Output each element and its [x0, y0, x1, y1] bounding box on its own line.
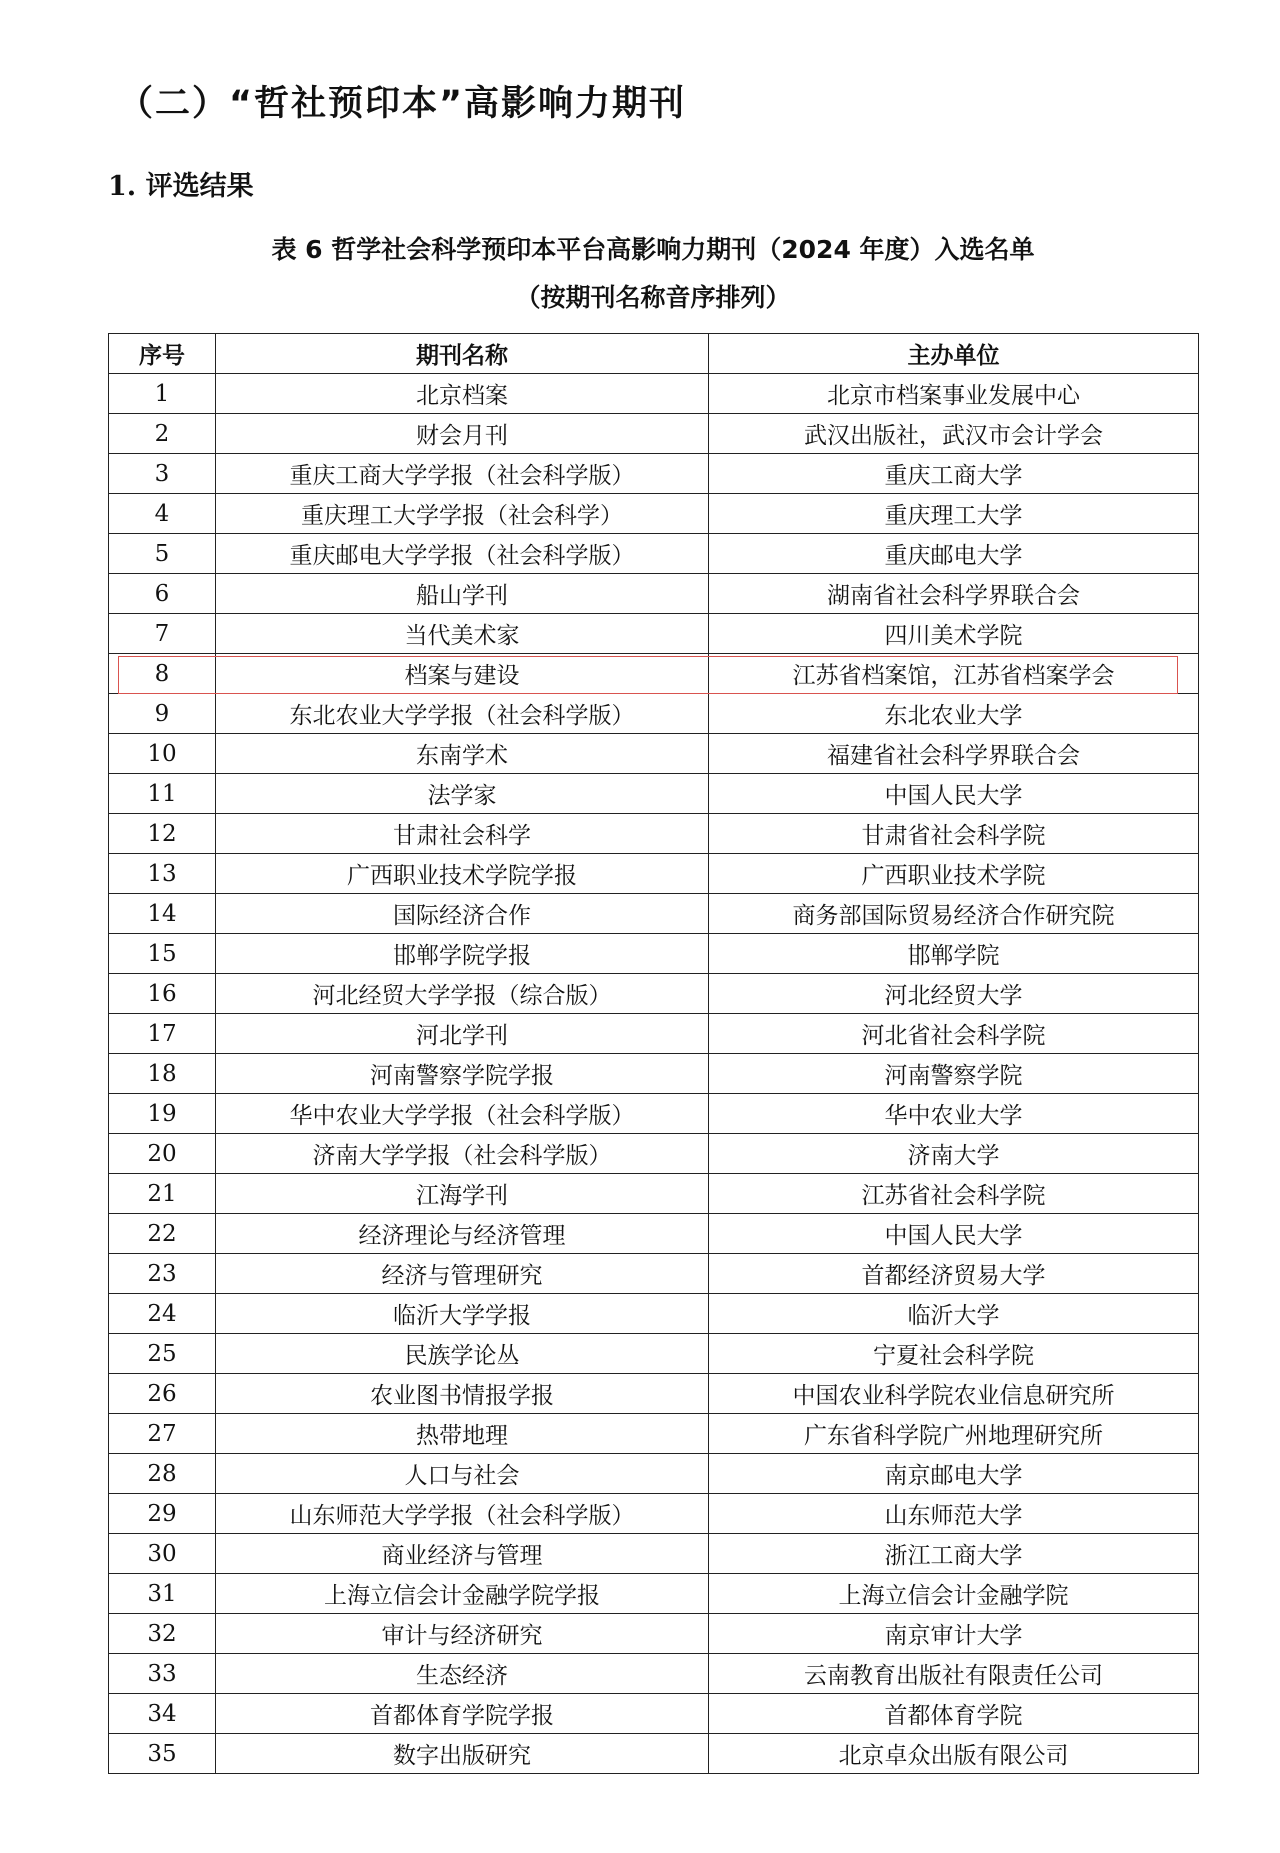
table-row: [109, 1134, 1199, 1174]
sponsor: 首都经济贸易大学: [709, 1254, 1199, 1294]
journal-name: 东南学术: [216, 734, 709, 774]
sponsor: 南京邮电大学: [709, 1454, 1199, 1494]
row-number: 2: [109, 414, 216, 454]
sponsor: 广西职业技术学院: [709, 854, 1199, 894]
journal-name: 当代美术家: [216, 614, 709, 654]
journal-name: 重庆邮电大学学报（社会科学版）: [216, 534, 709, 574]
sponsor: 临沂大学: [709, 1294, 1199, 1334]
sponsor: 重庆工商大学: [709, 454, 1199, 494]
table-row: [109, 854, 1199, 894]
row-number: 33: [109, 1654, 216, 1694]
journal-name: 热带地理: [216, 1414, 709, 1454]
row-number: 12: [109, 814, 216, 854]
journal-name: 济南大学学报（社会科学版）: [216, 1134, 709, 1174]
row-number: 5: [109, 534, 216, 574]
row-number: 4: [109, 494, 216, 534]
row-number: 32: [109, 1614, 216, 1654]
journal-name: 临沂大学学报: [216, 1294, 709, 1334]
table-row: [109, 614, 1199, 654]
table-row: [109, 934, 1199, 974]
sponsor: 济南大学: [709, 1134, 1199, 1174]
journal-name: 重庆工商大学学报（社会科学版）: [216, 454, 709, 494]
row-number: 19: [109, 1094, 216, 1134]
row-number: 27: [109, 1414, 216, 1454]
table-row: [109, 374, 1199, 414]
sponsor: 云南教育出版社有限责任公司: [709, 1654, 1199, 1694]
sub-title: 1. 评选结果: [108, 171, 254, 202]
row-number: 13: [109, 854, 216, 894]
row-number: 15: [109, 934, 216, 974]
table-row: [109, 734, 1199, 774]
journal-name: 河北学刊: [216, 1014, 709, 1054]
table-row: [109, 1334, 1199, 1374]
row-number: 11: [109, 774, 216, 814]
header-sponsor: 主办单位: [709, 334, 1199, 374]
table-row: [109, 1174, 1199, 1214]
journal-name: 首都体育学院学报: [216, 1694, 709, 1734]
table-row: [109, 1734, 1199, 1774]
table-row: [109, 1254, 1199, 1294]
section-title: （二）“哲社预印本”高影响力期刊: [118, 84, 687, 124]
journal-name: 船山学刊: [216, 574, 709, 614]
journal-name: 甘肃社会科学: [216, 814, 709, 854]
table-row: [109, 654, 1199, 694]
header-number: 序号: [109, 334, 216, 374]
sponsor: 首都体育学院: [709, 1694, 1199, 1734]
row-number: 25: [109, 1334, 216, 1374]
sponsor: 邯郸学院: [709, 934, 1199, 974]
journal-name: 农业图书情报学报: [216, 1374, 709, 1414]
table-row: [109, 974, 1199, 1014]
row-number: 16: [109, 974, 216, 1014]
sponsor: 上海立信会计金融学院: [709, 1574, 1199, 1614]
table-row: [109, 1014, 1199, 1054]
row-number: 6: [109, 574, 216, 614]
row-number: 23: [109, 1254, 216, 1294]
table-row: [109, 774, 1199, 814]
journal-name: 北京档案: [216, 374, 709, 414]
sponsor: 中国人民大学: [709, 774, 1199, 814]
journal-name: 民族学论丛: [216, 1334, 709, 1374]
table-row: [109, 1094, 1199, 1134]
sponsor: 四川美术学院: [709, 614, 1199, 654]
row-number: 29: [109, 1494, 216, 1534]
sponsor: 甘肃省社会科学院: [709, 814, 1199, 854]
row-number: 14: [109, 894, 216, 934]
journal-name: 邯郸学院学报: [216, 934, 709, 974]
sponsor: 南京审计大学: [709, 1614, 1199, 1654]
journal-name: 生态经济: [216, 1654, 709, 1694]
table-row: [109, 494, 1199, 534]
row-number: 22: [109, 1214, 216, 1254]
journal-name: 经济理论与经济管理: [216, 1214, 709, 1254]
table-row: [109, 1454, 1199, 1494]
row-number: 7: [109, 614, 216, 654]
journal-name: 审计与经济研究: [216, 1614, 709, 1654]
row-number: 9: [109, 694, 216, 734]
journal-name: 商业经济与管理: [216, 1534, 709, 1574]
sponsor: 中国人民大学: [709, 1214, 1199, 1254]
table-row: [109, 1534, 1199, 1574]
table-row: [109, 1494, 1199, 1534]
table-row: [109, 414, 1199, 454]
journal-name: 重庆理工大学学报（社会科学）: [216, 494, 709, 534]
row-number: 28: [109, 1454, 216, 1494]
sponsor: 河北省社会科学院: [709, 1014, 1199, 1054]
sponsor: 河南警察学院: [709, 1054, 1199, 1094]
row-number: 18: [109, 1054, 216, 1094]
sponsor: 宁夏社会科学院: [709, 1334, 1199, 1374]
sponsor: 东北农业大学: [709, 694, 1199, 734]
header-journal-name: 期刊名称: [216, 334, 709, 374]
row-number: 20: [109, 1134, 216, 1174]
table-caption: 表 6 哲学社会科学预印本平台高影响力期刊（2024 年度）入选名单: [271, 235, 1035, 264]
sponsor: 中国农业科学院农业信息研究所: [709, 1374, 1199, 1414]
journal-name: 经济与管理研究: [216, 1254, 709, 1294]
journal-name: 华中农业大学学报（社会科学版）: [216, 1094, 709, 1134]
table-row: [109, 534, 1199, 574]
journal-name: 档案与建设: [216, 654, 709, 694]
sponsor: 浙江工商大学: [709, 1534, 1199, 1574]
table-row: [109, 1654, 1199, 1694]
row-number: 1: [109, 374, 216, 414]
journal-name: 河北经贸大学学报（综合版）: [216, 974, 709, 1014]
table-header: [109, 334, 1199, 374]
row-number: 3: [109, 454, 216, 494]
table-row: [109, 1414, 1199, 1454]
sponsor: 江苏省社会科学院: [709, 1174, 1199, 1214]
table-row: [109, 454, 1199, 494]
row-number: 31: [109, 1574, 216, 1614]
table-note: （按期刊名称音序排列）: [515, 283, 791, 312]
row-number: 21: [109, 1174, 216, 1214]
header-row: [109, 334, 1199, 374]
sponsor: 华中农业大学: [709, 1094, 1199, 1134]
row-number: 26: [109, 1374, 216, 1414]
row-number: 30: [109, 1534, 216, 1574]
table-row: [109, 1694, 1199, 1734]
sponsor: 重庆邮电大学: [709, 534, 1199, 574]
sponsor: 江苏省档案馆，江苏省档案学会: [709, 654, 1199, 694]
journal-name: 人口与社会: [216, 1454, 709, 1494]
journal-name: 广西职业技术学院学报: [216, 854, 709, 894]
sponsor: 商务部国际贸易经济合作研究院: [709, 894, 1199, 934]
table-row: [109, 1294, 1199, 1334]
table-row: [109, 1614, 1199, 1654]
table-row: [109, 1374, 1199, 1414]
table-row: [109, 1054, 1199, 1094]
table-row: [109, 1574, 1199, 1614]
table-row: [109, 574, 1199, 614]
sponsor: 武汉出版社，武汉市会计学会: [709, 414, 1199, 454]
journal-name: 财会月刊: [216, 414, 709, 454]
row-number: 8: [109, 654, 216, 694]
row-number: 34: [109, 1694, 216, 1734]
journal-name: 东北农业大学学报（社会科学版）: [216, 694, 709, 734]
journal-name: 江海学刊: [216, 1174, 709, 1214]
table-row: [109, 1214, 1199, 1254]
sponsor: 湖南省社会科学界联合会: [709, 574, 1199, 614]
journal-name: 国际经济合作: [216, 894, 709, 934]
journal-name: 河南警察学院学报: [216, 1054, 709, 1094]
sponsor: 北京市档案事业发展中心: [709, 374, 1199, 414]
sponsor: 福建省社会科学界联合会: [709, 734, 1199, 774]
row-number: 24: [109, 1294, 216, 1334]
row-number: 10: [109, 734, 216, 774]
sponsor: 重庆理工大学: [709, 494, 1199, 534]
journal-table: [108, 333, 1199, 1774]
journal-name: 山东师范大学学报（社会科学版）: [216, 1494, 709, 1534]
journal-name: 数字出版研究: [216, 1734, 709, 1774]
journal-name: 上海立信会计金融学院学报: [216, 1574, 709, 1614]
sponsor: 河北经贸大学: [709, 974, 1199, 1014]
table-body: [109, 374, 1199, 1774]
sponsor: 广东省科学院广州地理研究所: [709, 1414, 1199, 1454]
table-row: [109, 694, 1199, 734]
journal-name: 法学家: [216, 774, 709, 814]
sponsor: 北京卓众出版有限公司: [709, 1734, 1199, 1774]
table-row: [109, 814, 1199, 854]
sponsor: 山东师范大学: [709, 1494, 1199, 1534]
table-row: [109, 894, 1199, 934]
row-number: 35: [109, 1734, 216, 1774]
row-number: 17: [109, 1014, 216, 1054]
